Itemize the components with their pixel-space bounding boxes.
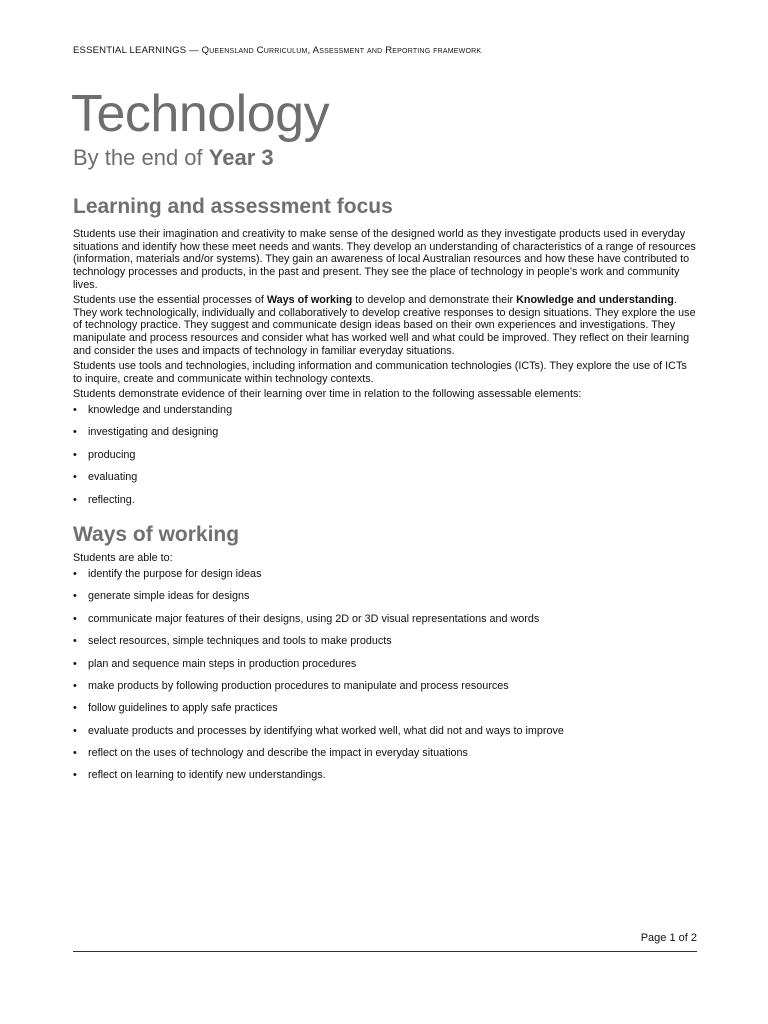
ways-of-working-heading: Ways of working	[73, 523, 240, 547]
learning-focus-paragraph-3: Students use tools and technologies, including information and communication technologies (ICTs). They explore the use of ICTs to inquire, create and communicate within technology contexts.	[73, 360, 687, 385]
list-item: • generate simple ideas for designs	[73, 590, 697, 603]
list-item: • make products by following production procedures to manipulate and process resources	[73, 680, 697, 693]
learning-focus-paragraph-1: Students use their imagination and creativity to make sense of the designed world as they investigate products used in everyday situations and identify how these meet needs and wants. They develop an understanding of characteristics of a range of resources (information, materials and/or systems). They gain an awareness of local Australian resources and how these have contributed to technology processes and products, in the past and present. They see the place of technology in people’s work and community lives.	[73, 228, 696, 291]
list-item: • identify the purpose for design ideas	[73, 568, 697, 581]
assessable-elements-list	[73, 404, 697, 506]
ways-of-working-section	[73, 522, 697, 782]
learning-focus-paragraph-4: Students demonstrate evidence of their learning over time in relation to the following assessable elements:	[73, 388, 582, 401]
learning-focus-paragraph-2	[73, 294, 697, 357]
subtitle-year: Year 3	[208, 145, 274, 170]
paragraph-text: Students use the essential processes of	[73, 294, 267, 307]
ways-of-working-intro: Students are able to:	[73, 552, 173, 565]
list-item: • communicate major features of their designs, using 2D or 3D visual representations and words	[73, 613, 697, 626]
footer-divider	[73, 951, 697, 952]
list-item: • select resources, simple techniques and tools to make products	[73, 635, 697, 648]
list-item: • reflect on learning to identify new understandings.	[73, 769, 697, 782]
knowledge-understanding-emphasis: Knowledge and understanding	[516, 294, 674, 307]
paragraph-text: . They work technologically, individually and collaboratively to develop creative responses to design situations. They explore the use of technology practice. They suggest and communicate design ideas based on their own experiences and investigations. They manipulate and process resources and consider what has worked well and what could be improved. They reflect on their learning and consider the uses and impacts of technology in familiar everyday situations.	[73, 294, 696, 357]
page-title: Technology	[71, 85, 330, 143]
list-item: • plan and sequence main steps in production procedures	[73, 658, 697, 671]
ways-of-working-list	[73, 568, 697, 782]
ways-of-working-emphasis: Ways of working	[266, 294, 353, 307]
page-number: Page 1 of 2	[640, 932, 697, 944]
learning-focus-section	[73, 194, 697, 506]
subtitle-lead: By the end of	[73, 145, 209, 170]
page-subtitle	[73, 145, 274, 171]
learning-focus-heading: Learning and assessment focus	[73, 195, 393, 218]
running-header	[73, 45, 481, 56]
list-item: • evaluate products and processes by identifying what worked well, what did not and ways to improve	[73, 725, 697, 738]
list-item: • evaluating	[73, 471, 697, 484]
list-item: • reflecting.	[73, 494, 697, 507]
list-item: • reflect on the uses of technology and describe the impact in everyday situations	[73, 747, 697, 760]
document-page	[73, 0, 697, 1024]
list-item: • knowledge and understanding	[73, 404, 697, 417]
list-item: • follow guidelines to apply safe practices	[73, 702, 697, 715]
list-item: • investigating and designing	[73, 426, 697, 439]
running-header-prefix: ESSENTIAL LEARNINGS —	[73, 45, 202, 56]
list-item: • producing	[73, 449, 697, 462]
main-content	[73, 194, 697, 792]
running-header-framework: Queensland Curriculum, Assessment and Reporting framework	[201, 45, 482, 56]
paragraph-text: to develop and demonstrate their	[352, 294, 517, 307]
